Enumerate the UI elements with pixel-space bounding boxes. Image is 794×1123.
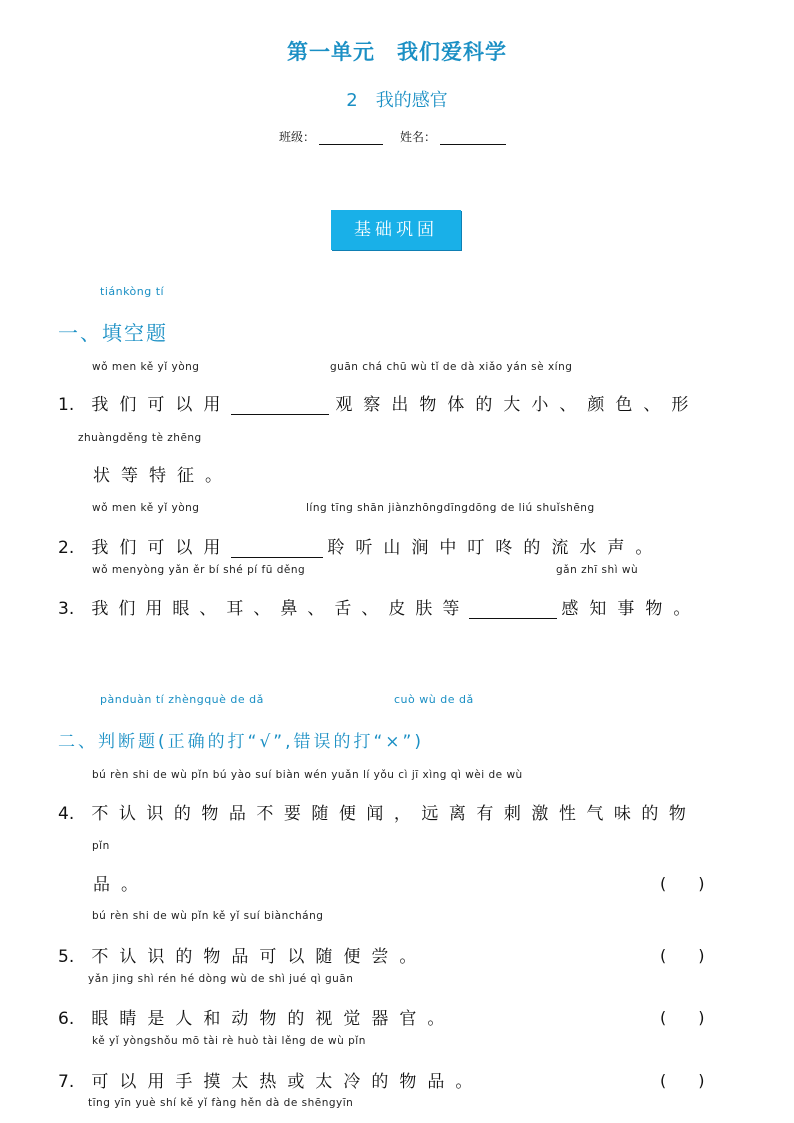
unit-title: 第一单元 我们爱科学 [287,40,507,64]
q4-pinyin-b: pǐn [92,840,110,852]
q3-text-a: 我们用眼、耳、鼻、舌、皮肤等 [91,599,470,619]
question-1 [58,390,699,415]
q7-answer-paren[interactable]: ( ) [660,1071,705,1090]
q3-pinyin-a: wǒ menyòng yǎn ěr bí shé pí fū děng [92,564,306,576]
question-6 [58,1004,455,1029]
q3-number: 3. [58,599,75,619]
q4-text-b: 品。 [93,875,149,895]
q2-text-b: 聆听山涧中叮咚的流水声。 [327,538,664,558]
q1-text-c: 状等特征。 [93,466,233,486]
name-field [400,128,506,145]
q2-pinyin-b: líng tīng shān jiànzhōngdīngdōng de liú shuǐshēng [306,502,595,514]
q5-answer-paren[interactable]: ( ) [660,946,705,965]
q2-text-a: 我们可以用 [91,538,232,558]
question-2 [58,533,663,558]
name-blank[interactable] [440,130,506,145]
class-label: 班级： [279,130,316,144]
class-field [279,128,383,145]
section1-pinyin: tiánkòng tí [100,285,165,298]
question-3 [58,594,701,619]
q5-text: 不认识的物品可以随便尝。 [91,947,428,967]
q3-text-b: 感知事物。 [561,599,702,619]
q7-text: 可以用手摸太热或太冷的物品。 [91,1072,484,1092]
q2-pinyin-a: wǒ men kě yǐ yòng [92,502,200,514]
q1-answer-blank[interactable] [231,394,329,415]
q3-pinyin-b: gǎn zhī shì wù [556,564,639,576]
q2-answer-blank[interactable] [231,537,323,558]
q4-text-a: 不认识的物品不要随便闻，远离有刺激性气味的物 [91,804,697,824]
q1-text-a: 我们可以用 [91,395,232,415]
q1-pinyin-b: guān chá chū wù tǐ de dà xiǎo yán sè xíng [330,361,573,373]
q4-pinyin-a: bú rèn shi de wù pǐn bú yào suí biàn wén yuǎn lí yǒu cì jī xìng qì wèi de wù [92,769,523,781]
q6-pinyin: yǎn jing shì rén hé dòng wù de shì jué qì guān [88,973,354,985]
q6-text: 眼睛是人和动物的视觉器官。 [91,1009,456,1029]
q1-text-b: 观察出物体的大小、颜色、形 [335,395,700,415]
basic-consolidation-badge: 基础巩固 [331,210,461,250]
q6-answer-paren[interactable]: ( ) [660,1008,705,1027]
q5-pinyin: bú rèn shi de wù pǐn kě yǐ suí biàncháng [92,910,324,922]
q7-number: 7. [58,1072,75,1092]
name-label: 姓名： [400,130,437,144]
section1-title: 一、填空题 [58,321,168,345]
q1-number: 1. [58,395,75,415]
q6-number: 6. [58,1009,75,1029]
question-5 [58,942,427,967]
question-4 [58,799,696,824]
q8-pinyin: tīng yīn yuè shí kě yǐ fàng hěn dà de shēngyīn [88,1097,354,1109]
q4-answer-paren[interactable]: ( ) [660,874,705,893]
section2-pinyin-b: cuò wù de dǎ [394,693,474,706]
q2-number: 2. [58,538,75,558]
q1-pinyin-c: zhuàngděng tè zhēng [78,432,202,444]
question-7 [58,1067,483,1092]
q5-number: 5. [58,947,75,967]
section2-pinyin-a: pànduàn tí zhèngquè de dǎ [100,693,264,706]
lesson-title: 2 我的感官 [346,90,448,111]
section2-title: 二、判断题(正确的打“√”,错误的打“×”) [58,732,424,752]
q1-pinyin-a: wǒ men kě yǐ yòng [92,361,200,373]
q3-answer-blank[interactable] [469,598,557,619]
class-blank[interactable] [319,130,383,145]
q7-pinyin: kě yǐ yòngshǒu mō tài rè huò tài lěng de wù pǐn [92,1035,366,1047]
q4-number: 4. [58,804,75,824]
